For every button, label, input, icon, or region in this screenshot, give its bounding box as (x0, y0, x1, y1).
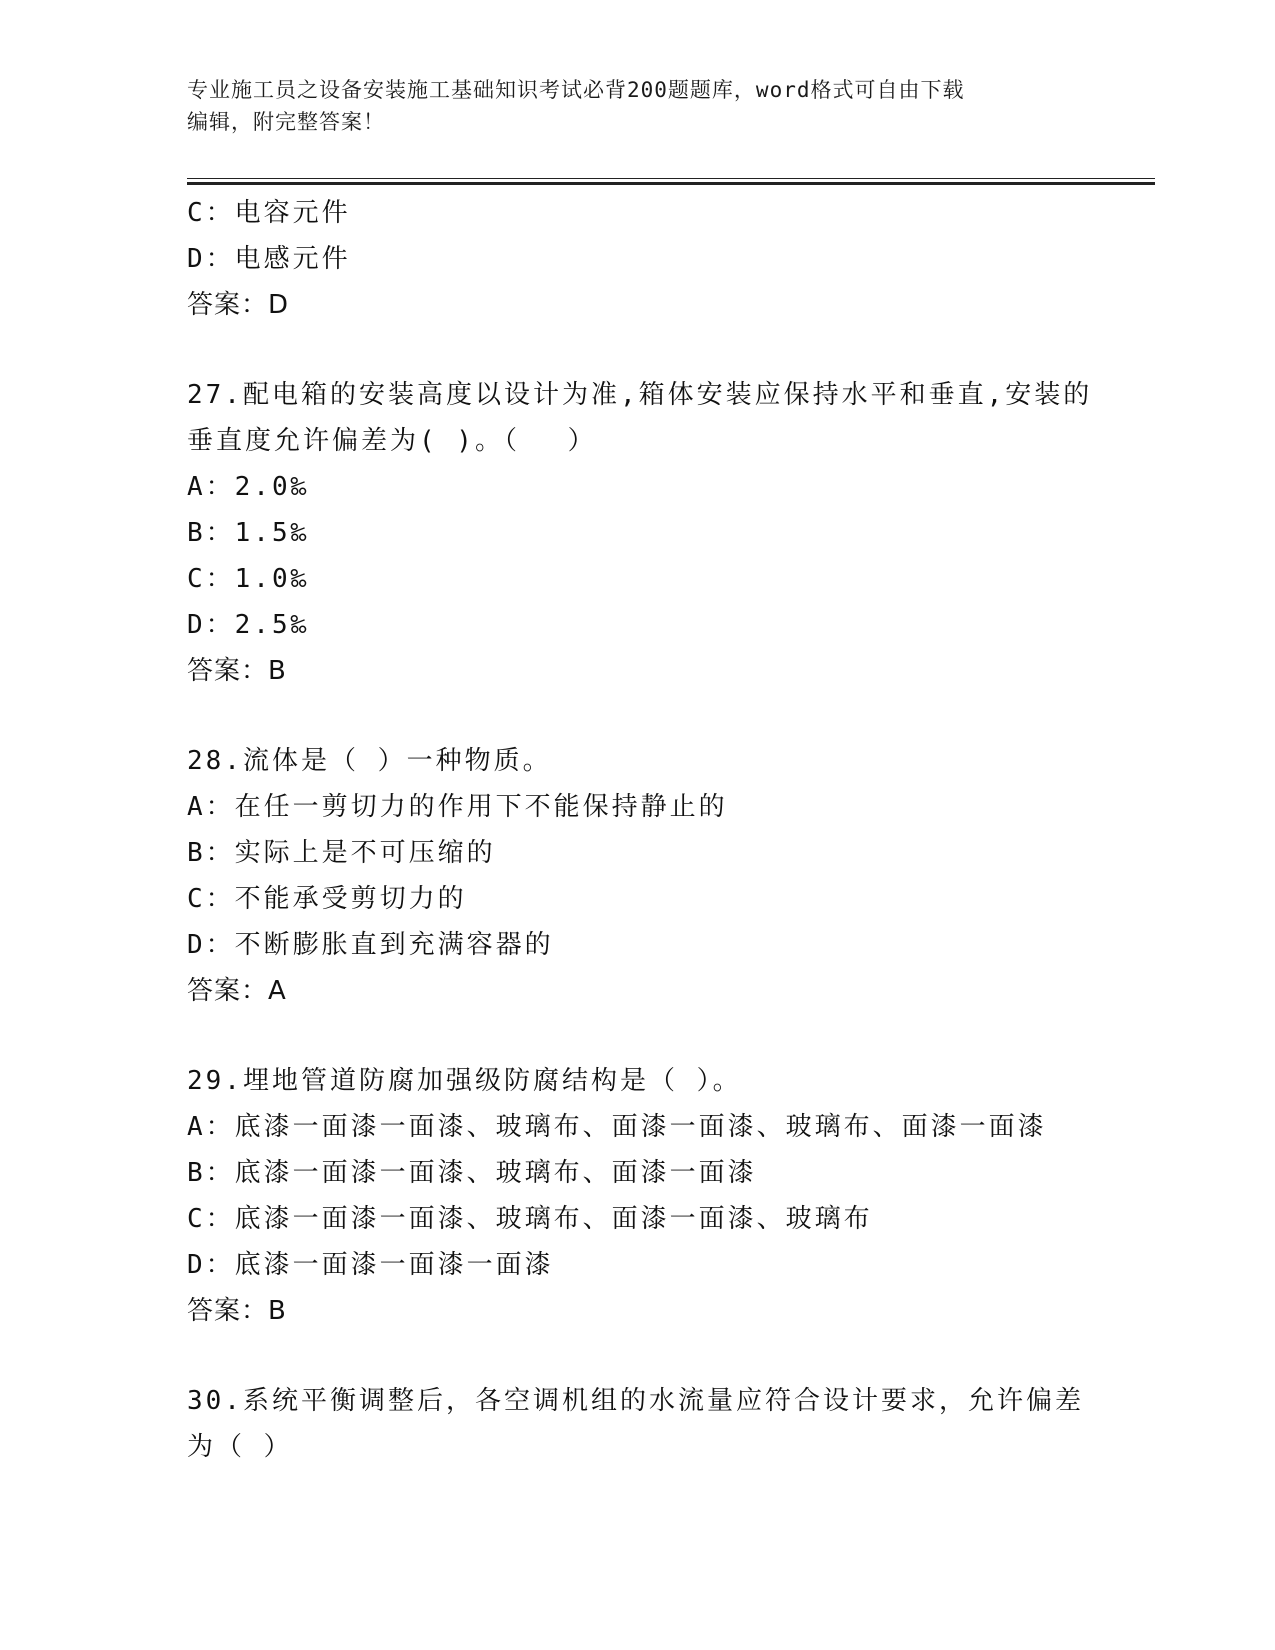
option-b: B：实际上是不可压缩的 (187, 838, 496, 868)
question-stem: 29.埋地管道防腐加强级防腐结构是（ ）。 (187, 1066, 742, 1096)
question-stem: 30.系统平衡调整后，各空调机组的水流量应符合设计要求，允许偏差 (187, 1386, 1084, 1416)
option-c: C：1.0‰ (187, 564, 310, 594)
answer-line: 答案：B (187, 1296, 287, 1326)
option-c: C：电容元件 (187, 198, 351, 228)
option-a: A：在任一剪切力的作用下不能保持静止的 (187, 792, 728, 822)
answer-line: 答案：A (187, 976, 287, 1006)
option-d: D：底漆一面漆一面漆一面漆 (187, 1250, 554, 1280)
header-divider-thick (187, 182, 1155, 185)
document-header (187, 74, 1067, 138)
answer-line: 答案：D (187, 290, 290, 320)
question-stem: 27.配电箱的安装高度以设计为准,箱体安装应保持水平和垂直,安装的 (187, 380, 1093, 410)
option-a: A：底漆一面漆一面漆、玻璃布、面漆一面漆、玻璃布、面漆一面漆 (187, 1112, 1047, 1142)
answer-line: 答案：B (187, 656, 287, 686)
header-divider-thin (187, 178, 1155, 179)
question-28 (187, 738, 1087, 1014)
header-title-line2: 编辑，附完整答案！ (187, 110, 385, 134)
question-30 (187, 1378, 1087, 1470)
option-d: D：2.5‰ (187, 610, 310, 640)
option-b: B：底漆一面漆一面漆、玻璃布、面漆一面漆 (187, 1158, 757, 1188)
question-stem: 28.流体是（ ）一种物质。 (187, 746, 552, 776)
question-content (187, 190, 1093, 1470)
question-29 (187, 1058, 1087, 1334)
header-title-line1: 专业施工员之设备安装施工基础知识考试必背200题题库，word格式可自由下载 (187, 78, 965, 102)
option-b: B：1.5‰ (187, 518, 310, 548)
option-c: C：底漆一面漆一面漆、玻璃布、面漆一面漆、玻璃布 (187, 1204, 873, 1234)
question-stem-cont: 垂直度允许偏差为( )。（ ） (187, 426, 597, 456)
question-26-tail (187, 190, 1087, 328)
question-27 (187, 372, 1093, 694)
question-stem-cont: 为（ ） (187, 1432, 293, 1462)
option-d: D：电感元件 (187, 244, 351, 274)
option-d: D：不断膨胀直到充满容器的 (187, 930, 554, 960)
option-c: C：不能承受剪切力的 (187, 884, 467, 914)
option-a: A：2.0‰ (187, 472, 310, 502)
